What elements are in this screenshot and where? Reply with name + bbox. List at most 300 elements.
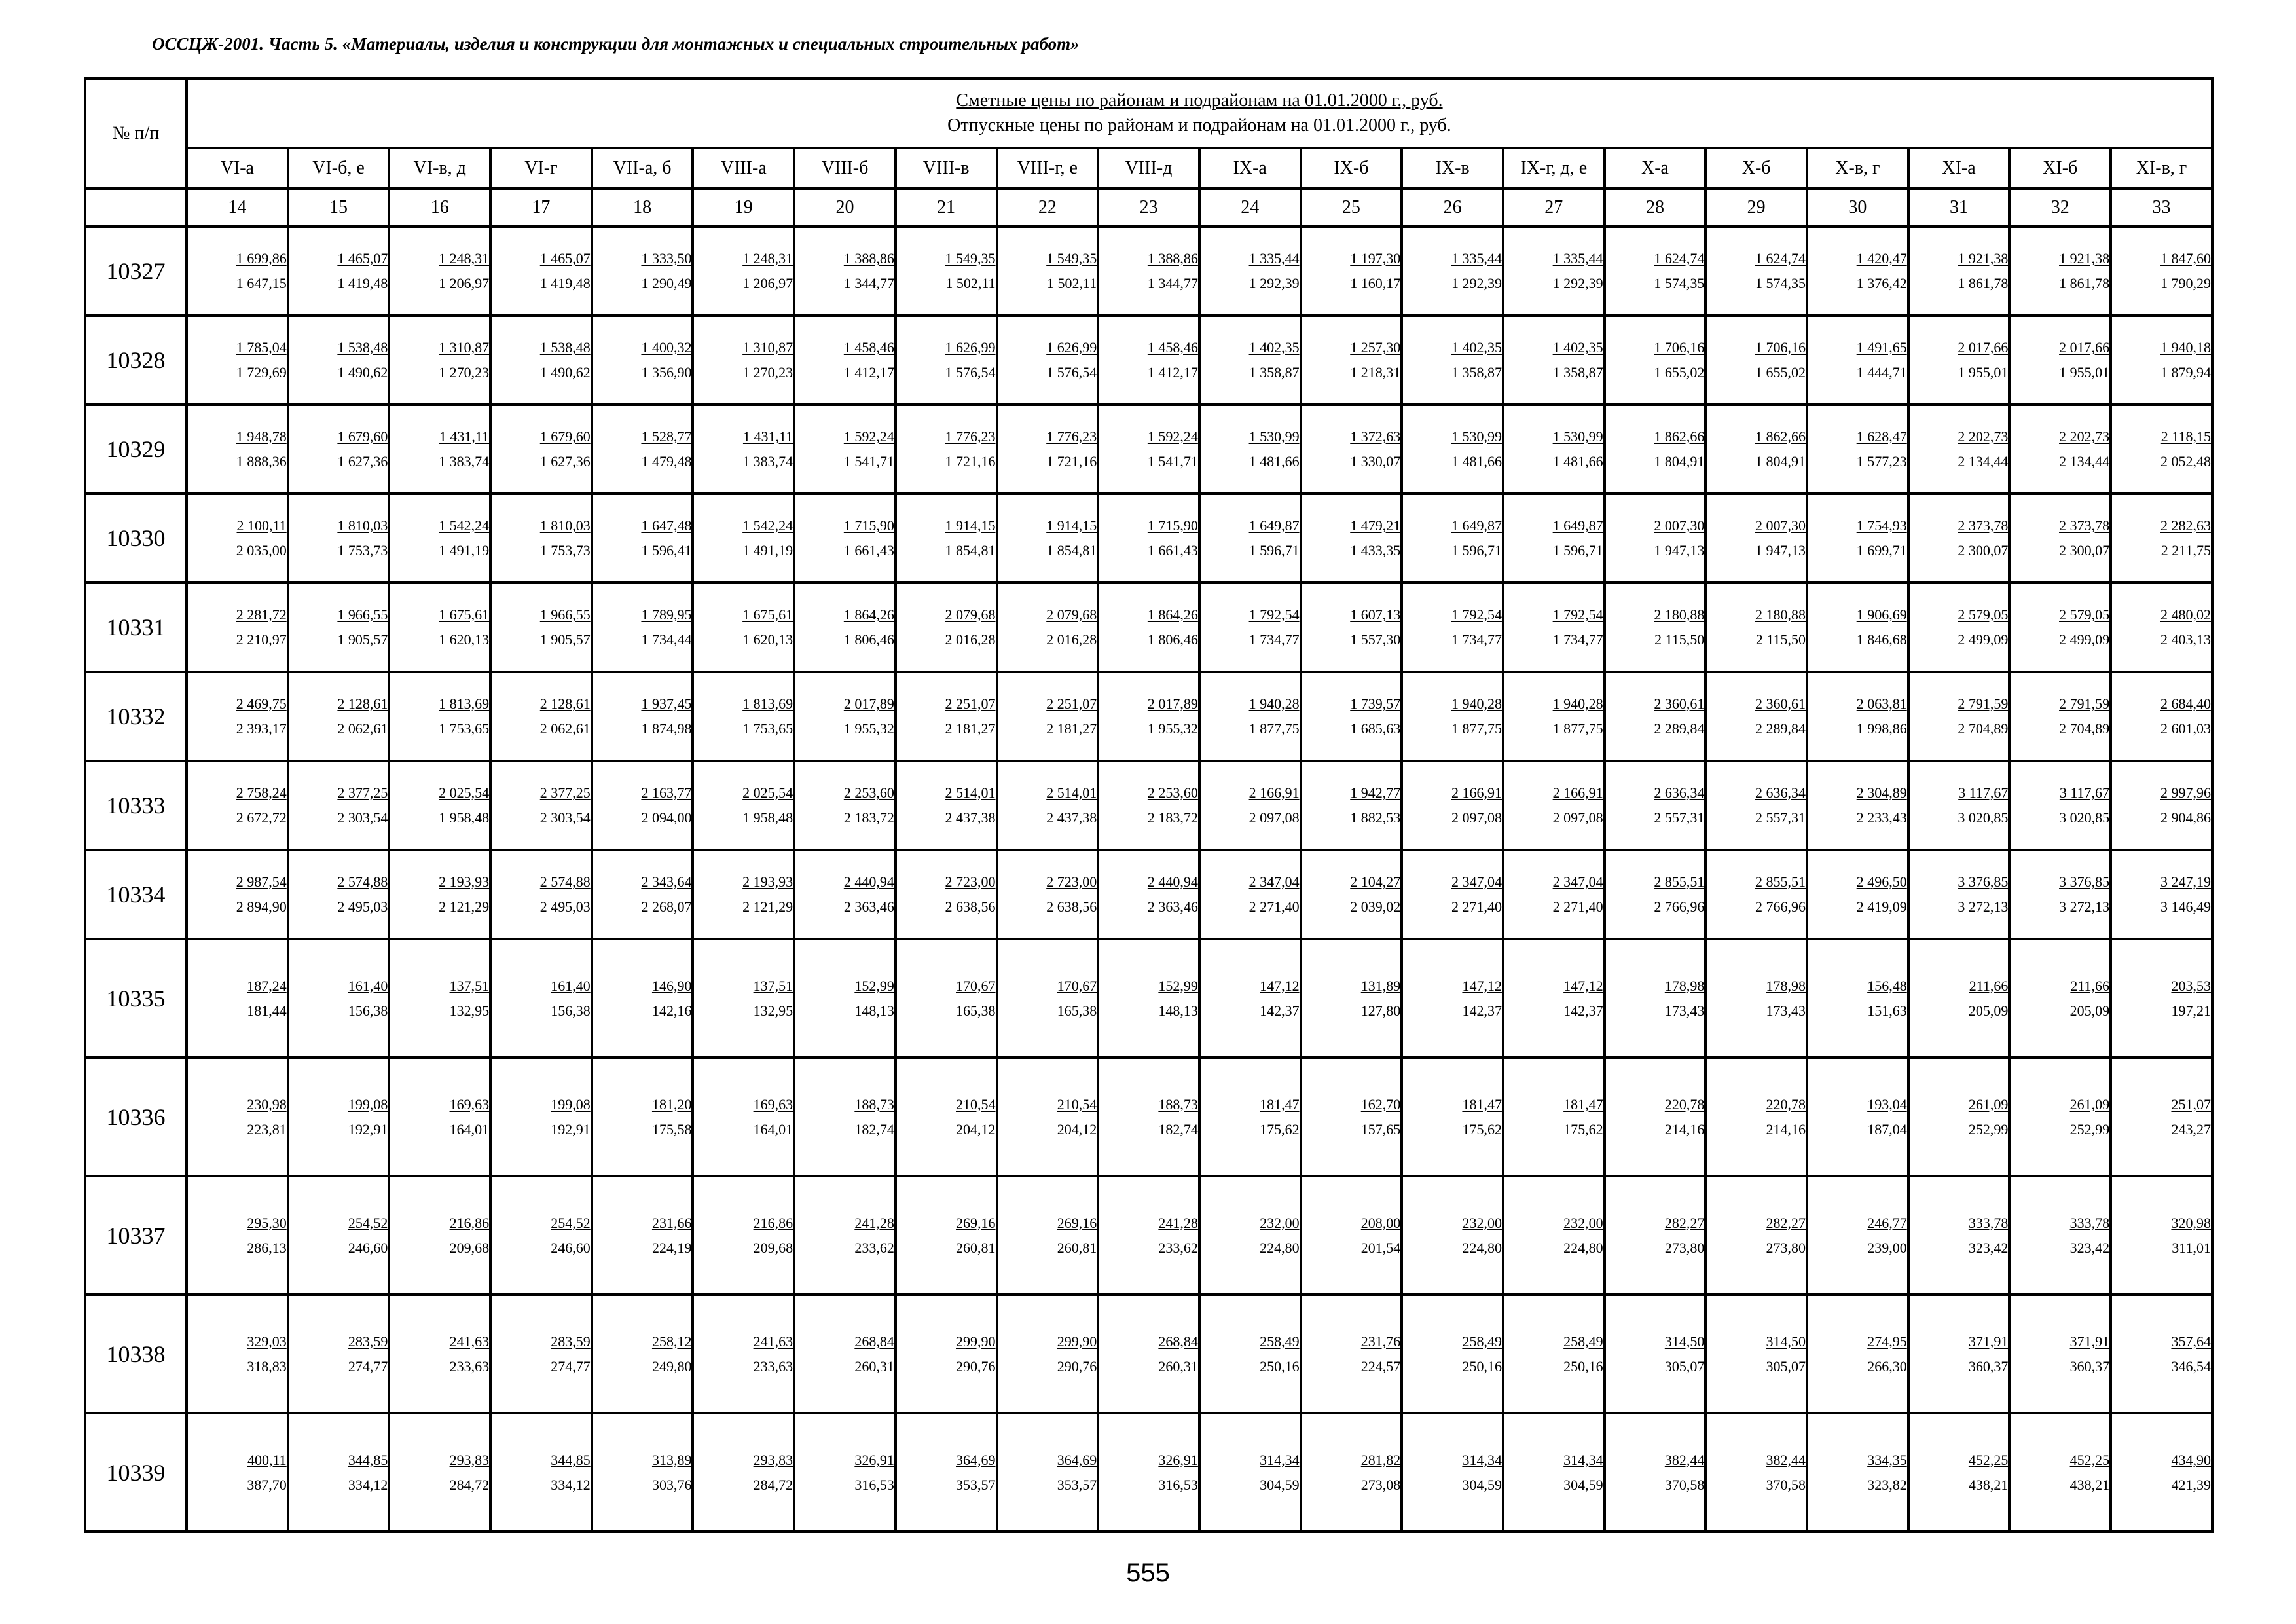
release-price: 3 272,13 — [1958, 898, 2009, 915]
release-price: 274,77 — [348, 1357, 388, 1375]
price-cell — [997, 227, 1099, 316]
release-price: 346,54 — [2171, 1357, 2211, 1375]
release-price: 360,37 — [2069, 1357, 2110, 1375]
price-cell — [1402, 939, 1503, 1058]
caption-estimated-prices: Сметные цены по районам и подрайонам на 01.01.2000 г., руб. — [956, 90, 1443, 111]
release-price: 2 094,00 — [641, 809, 692, 826]
estimated-price: 2 496,50 — [1856, 874, 1907, 890]
estimated-price: 2 017,89 — [1147, 695, 1198, 712]
release-price: 2 039,02 — [1350, 898, 1401, 915]
estimated-price: 1 940,18 — [2160, 339, 2211, 356]
price-cell — [490, 227, 592, 316]
price-cell — [1605, 672, 1706, 761]
estimated-price: 2 347,04 — [1451, 874, 1502, 890]
estimated-price: 1 372,63 — [1350, 428, 1401, 445]
release-price: 142,37 — [1563, 1002, 1603, 1019]
price-cell — [794, 1413, 896, 1532]
estimated-price: 299,90 — [956, 1333, 996, 1350]
price-cell — [592, 405, 693, 494]
release-price: 1 557,30 — [1350, 631, 1401, 648]
release-price: 249,80 — [651, 1357, 692, 1375]
price-cell — [1301, 1295, 1402, 1413]
table-row — [85, 850, 2212, 939]
release-price: 1 270,23 — [439, 364, 490, 380]
price-cell — [288, 405, 390, 494]
release-price: 175,62 — [1563, 1120, 1603, 1137]
estimated-price: 1 776,23 — [1046, 428, 1097, 445]
price-cell — [1605, 583, 1706, 672]
column-number: 26 — [1402, 189, 1503, 227]
release-price: 1 160,17 — [1350, 275, 1401, 291]
price-cell — [1098, 583, 1199, 672]
estimated-price: 2 202,73 — [1958, 428, 2009, 445]
release-price: 1 879,94 — [2160, 364, 2211, 380]
region-header: XI-б — [2009, 148, 2111, 189]
release-price: 260,31 — [1158, 1357, 1198, 1375]
release-price: 2 419,09 — [1856, 898, 1907, 915]
price-cell — [1199, 1295, 1301, 1413]
price-cell — [2009, 850, 2111, 939]
release-price: 224,80 — [1563, 1239, 1603, 1256]
estimated-price: 2 193,93 — [742, 874, 793, 890]
price-cell — [2111, 761, 2212, 850]
estimated-price: 1 792,54 — [1248, 606, 1300, 623]
table-body — [85, 227, 2212, 1532]
item-code: 10337 — [85, 1176, 187, 1295]
estimated-price: 334,35 — [1867, 1451, 1907, 1468]
price-cell — [1098, 227, 1199, 316]
price-cell — [997, 1413, 1099, 1532]
item-code: 10330 — [85, 494, 187, 583]
price-cell — [1807, 672, 1908, 761]
release-price: 304,59 — [1462, 1476, 1502, 1493]
estimated-price: 1 549,35 — [945, 250, 996, 267]
estimated-price: 282,27 — [1766, 1214, 1806, 1231]
price-cell — [1199, 1413, 1301, 1532]
price-cell — [1908, 227, 2010, 316]
release-price: 142,37 — [1260, 1002, 1300, 1019]
release-price: 2 393,17 — [236, 720, 287, 737]
estimated-price: 357,64 — [2171, 1333, 2211, 1350]
release-price: 304,59 — [1563, 1476, 1603, 1493]
release-price: 1 655,02 — [1654, 364, 1705, 380]
release-price: 1 877,75 — [1451, 720, 1502, 737]
release-price: 1 955,01 — [2059, 364, 2110, 380]
column-number: 17 — [490, 189, 592, 227]
price-cell — [693, 672, 794, 761]
release-price: 205,09 — [2069, 1002, 2110, 1019]
estimated-price: 281,82 — [1360, 1451, 1401, 1468]
estimated-price: 178,98 — [1664, 977, 1705, 994]
price-cell — [1098, 1176, 1199, 1295]
price-cell — [1503, 405, 1605, 494]
estimated-price: 1 776,23 — [945, 428, 996, 445]
release-price: 192,91 — [551, 1120, 591, 1137]
release-price: 173,43 — [1664, 1002, 1705, 1019]
release-price: 1 596,71 — [1248, 542, 1300, 559]
price-cell — [896, 672, 997, 761]
estimated-price: 146,90 — [651, 977, 692, 994]
region-header: XI-в, г — [2111, 148, 2212, 189]
estimated-price: 2 251,07 — [945, 695, 996, 712]
column-number: 25 — [1301, 189, 1402, 227]
price-cell — [1098, 316, 1199, 405]
release-price: 2 233,43 — [1856, 809, 1907, 826]
price-cell — [592, 316, 693, 405]
estimated-price: 268,84 — [854, 1333, 894, 1350]
release-price: 1 734,77 — [1552, 631, 1603, 648]
estimated-price: 181,47 — [1563, 1096, 1603, 1113]
price-cell — [794, 672, 896, 761]
release-price: 286,13 — [247, 1239, 287, 1256]
price-cell — [2009, 227, 2111, 316]
price-cell — [1705, 761, 1807, 850]
release-price: 151,63 — [1867, 1002, 1907, 1019]
price-cell — [2009, 405, 2111, 494]
price-cell — [896, 850, 997, 939]
estimated-price: 170,67 — [956, 977, 996, 994]
estimated-price: 2 440,94 — [1147, 874, 1198, 890]
release-price: 165,38 — [1057, 1002, 1097, 1019]
estimated-price: 344,85 — [348, 1451, 388, 1468]
price-cell — [592, 850, 693, 939]
estimated-price: 1 921,38 — [2059, 250, 2110, 267]
price-cell — [1605, 494, 1706, 583]
price-cell — [592, 1176, 693, 1295]
estimated-price: 2 025,54 — [439, 784, 490, 801]
price-cell — [2111, 1413, 2212, 1532]
estimated-price: 1 966,55 — [539, 606, 591, 623]
release-price: 2 183,72 — [1147, 809, 1198, 826]
estimated-price: 2 007,30 — [1654, 517, 1705, 534]
release-price: 2 097,08 — [1552, 809, 1603, 826]
estimated-price: 147,12 — [1260, 977, 1300, 994]
estimated-price: 261,09 — [1968, 1096, 2009, 1113]
estimated-price: 2 079,68 — [945, 606, 996, 623]
release-price: 1 753,65 — [439, 720, 490, 737]
estimated-price: 3 376,85 — [1958, 874, 2009, 890]
release-price: 1 490,62 — [539, 364, 591, 380]
price-cell — [1807, 939, 1908, 1058]
estimated-price: 314,34 — [1563, 1451, 1603, 1468]
price-cell — [2111, 316, 2212, 405]
price-cell — [1705, 1295, 1807, 1413]
estimated-price: 1 335,44 — [1552, 250, 1603, 267]
column-number: 20 — [794, 189, 896, 227]
price-cell — [1098, 1413, 1199, 1532]
release-price: 2 904,86 — [2160, 809, 2211, 826]
region-header: IX-б — [1301, 148, 1402, 189]
estimated-price: 2 253,60 — [1147, 784, 1198, 801]
release-price: 2 271,40 — [1248, 898, 1300, 915]
release-price: 2 097,08 — [1248, 809, 1300, 826]
table-row — [85, 583, 2212, 672]
estimated-price: 1 649,87 — [1451, 517, 1502, 534]
release-price: 1 846,68 — [1856, 631, 1907, 648]
release-price: 1 620,13 — [742, 631, 793, 648]
estimated-price: 156,48 — [1867, 977, 1907, 994]
estimated-price: 2 017,66 — [2059, 339, 2110, 356]
release-price: 204,12 — [956, 1120, 996, 1137]
release-price: 1 596,41 — [641, 542, 692, 559]
estimated-price: 333,78 — [2069, 1214, 2110, 1231]
price-cell — [693, 316, 794, 405]
release-price: 204,12 — [1057, 1120, 1097, 1137]
release-price: 182,74 — [1158, 1120, 1198, 1137]
price-cell — [2009, 494, 2111, 583]
table-row — [85, 405, 2212, 494]
price-cell — [997, 939, 1099, 1058]
release-price: 233,62 — [1158, 1239, 1198, 1256]
price-cell — [2009, 583, 2111, 672]
release-price: 273,08 — [1360, 1476, 1401, 1493]
column-number: 23 — [1098, 189, 1199, 227]
estimated-price: 169,63 — [449, 1096, 490, 1113]
estimated-price: 220,78 — [1766, 1096, 1806, 1113]
release-price: 165,38 — [956, 1002, 996, 1019]
release-price: 2 134,44 — [2059, 453, 2110, 470]
price-cell — [2009, 1058, 2111, 1176]
release-price: 233,63 — [753, 1357, 793, 1375]
page-number: 555 — [1126, 1559, 1170, 1587]
price-cell — [693, 850, 794, 939]
release-price: 1 620,13 — [439, 631, 490, 648]
price-cell — [1199, 405, 1301, 494]
release-price: 156,38 — [551, 1002, 591, 1019]
price-cell — [1301, 405, 1402, 494]
price-cell — [1098, 761, 1199, 850]
column-number: 28 — [1605, 189, 1706, 227]
price-cell — [389, 405, 490, 494]
release-price: 323,82 — [1867, 1476, 1907, 1493]
price-cell — [288, 1295, 390, 1413]
release-price: 1 753,73 — [539, 542, 591, 559]
estimated-price: 1 921,38 — [1958, 250, 2009, 267]
price-cell — [592, 494, 693, 583]
release-price: 1 292,39 — [1248, 275, 1300, 291]
price-cell — [1503, 227, 1605, 316]
release-price: 1 419,48 — [539, 275, 591, 291]
price-cell — [389, 850, 490, 939]
price-cell — [794, 494, 896, 583]
price-cell — [1605, 405, 1706, 494]
estimated-price: 161,40 — [348, 977, 388, 994]
price-cell — [1301, 761, 1402, 850]
estimated-price: 2 636,34 — [1654, 784, 1705, 801]
estimated-price: 452,25 — [2069, 1451, 2110, 1468]
price-cell — [997, 1176, 1099, 1295]
release-price: 2 672,72 — [236, 809, 287, 826]
price-cell — [693, 1295, 794, 1413]
release-price: 197,21 — [2171, 1002, 2211, 1019]
price-cell — [1199, 1176, 1301, 1295]
release-price: 2 403,13 — [2160, 631, 2211, 648]
release-price: 1 958,48 — [439, 809, 490, 826]
estimated-price: 2 304,89 — [1856, 784, 1907, 801]
price-cell — [1807, 316, 1908, 405]
item-code: 10339 — [85, 1413, 187, 1532]
estimated-price: 3 376,85 — [2059, 874, 2110, 890]
price-cell — [1098, 1295, 1199, 1413]
estimated-price: 187,24 — [247, 977, 287, 994]
estimated-price: 1 542,24 — [742, 517, 793, 534]
price-cell — [896, 761, 997, 850]
release-price: 260,31 — [854, 1357, 894, 1375]
price-cell — [1605, 850, 1706, 939]
release-price: 1 947,13 — [1654, 542, 1705, 559]
release-price: 2 289,84 — [1755, 720, 1806, 737]
estimated-price: 216,86 — [449, 1214, 490, 1231]
price-cell — [1301, 939, 1402, 1058]
price-cell — [794, 405, 896, 494]
estimated-price: 152,99 — [854, 977, 894, 994]
release-price: 1 574,35 — [1654, 275, 1705, 291]
estimated-price: 210,54 — [1057, 1096, 1097, 1113]
estimated-price: 326,91 — [854, 1451, 894, 1468]
price-cell — [1402, 672, 1503, 761]
price-cell — [1402, 1295, 1503, 1413]
release-price: 192,91 — [348, 1120, 388, 1137]
price-cell — [693, 1176, 794, 1295]
price-cell — [1605, 761, 1706, 850]
price-cell — [1199, 583, 1301, 672]
price-cell — [288, 1176, 390, 1295]
estimated-price: 254,52 — [348, 1214, 388, 1231]
price-cell — [794, 1058, 896, 1176]
estimated-price: 1 420,47 — [1856, 250, 1907, 267]
estimated-price: 2 104,27 — [1350, 874, 1401, 890]
caption-row — [85, 79, 2212, 148]
column-number: 33 — [2111, 189, 2212, 227]
estimated-price: 364,69 — [1057, 1451, 1097, 1468]
price-cell — [1503, 1295, 1605, 1413]
estimated-price: 131,89 — [1360, 977, 1401, 994]
estimated-price: 251,07 — [2171, 1096, 2211, 1113]
estimated-price: 2 377,25 — [337, 784, 388, 801]
table-row — [85, 1413, 2212, 1532]
price-cell — [1301, 1176, 1402, 1295]
price-cell — [896, 939, 997, 1058]
estimated-price: 152,99 — [1158, 977, 1198, 994]
release-price: 1 861,78 — [2059, 275, 2110, 291]
price-cell — [1605, 1058, 1706, 1176]
release-price: 181,44 — [247, 1002, 287, 1019]
estimated-price: 2 343,64 — [641, 874, 692, 890]
estimated-price: 258,12 — [651, 1333, 692, 1350]
release-price: 1 541,71 — [843, 453, 894, 470]
release-price: 387,70 — [247, 1476, 287, 1493]
region-header: X-в, г — [1807, 148, 1908, 189]
estimated-price: 329,03 — [247, 1333, 287, 1350]
price-cell — [1807, 1295, 1908, 1413]
estimated-price: 452,25 — [1968, 1451, 2009, 1468]
release-price: 142,16 — [651, 1002, 692, 1019]
item-code: 10331 — [85, 583, 187, 672]
release-price: 1 734,44 — [641, 631, 692, 648]
caption-release-prices: Отпускные цены по районам и подрайонам на 01.01.2000 г., руб. — [947, 115, 1451, 136]
release-price: 2 181,27 — [945, 720, 996, 737]
price-cell — [592, 1295, 693, 1413]
price-cell — [794, 939, 896, 1058]
release-price: 273,80 — [1664, 1239, 1705, 1256]
item-code: 10334 — [85, 850, 187, 939]
estimated-price: 2 855,51 — [1755, 874, 1806, 890]
release-price: 2 210,97 — [236, 631, 287, 648]
release-price: 1 292,39 — [1552, 275, 1603, 291]
estimated-price: 1 862,66 — [1755, 428, 1806, 445]
price-cell — [490, 405, 592, 494]
estimated-price: 241,63 — [753, 1333, 793, 1350]
price-cell — [997, 672, 1099, 761]
estimated-price: 1 706,16 — [1755, 339, 1806, 356]
price-cell — [997, 494, 1099, 583]
price-cell — [2009, 316, 2111, 405]
release-price: 1 627,36 — [539, 453, 591, 470]
price-cell — [1402, 1058, 1503, 1176]
estimated-price: 193,04 — [1867, 1096, 1907, 1113]
release-price: 1 729,69 — [236, 364, 287, 380]
price-cell — [1908, 494, 2010, 583]
estimated-price: 1 914,15 — [1046, 517, 1097, 534]
price-cell — [1503, 672, 1605, 761]
release-price: 438,21 — [2069, 1476, 2110, 1493]
release-price: 1 661,43 — [843, 542, 894, 559]
price-cell — [1098, 672, 1199, 761]
estimated-price: 231,76 — [1360, 1333, 1401, 1350]
release-price: 438,21 — [1968, 1476, 2009, 1493]
release-price: 1 481,66 — [1248, 453, 1300, 470]
estimated-price: 2 100,11 — [236, 517, 287, 534]
estimated-price: 371,91 — [1968, 1333, 2009, 1350]
estimated-price: 258,49 — [1462, 1333, 1502, 1350]
price-cell — [1605, 939, 1706, 1058]
release-price: 1 955,32 — [843, 720, 894, 737]
release-price: 303,76 — [651, 1476, 692, 1493]
region-header: VI-г — [490, 148, 592, 189]
price-cell — [1301, 672, 1402, 761]
release-price: 1 854,81 — [945, 542, 996, 559]
release-price: 239,00 — [1867, 1239, 1907, 1256]
price-cell — [896, 405, 997, 494]
estimated-price: 2 118,15 — [2160, 428, 2211, 445]
estimated-price: 1 335,44 — [1248, 250, 1300, 267]
release-price: 1 721,16 — [945, 453, 996, 470]
release-price: 1 753,73 — [337, 542, 388, 559]
estimated-price: 1 542,24 — [439, 517, 490, 534]
estimated-price: 1 649,87 — [1552, 517, 1603, 534]
price-cell — [997, 761, 1099, 850]
estimated-price: 147,12 — [1563, 977, 1603, 994]
estimated-price: 2 373,78 — [2059, 517, 2110, 534]
release-price: 224,80 — [1462, 1239, 1502, 1256]
estimated-price: 1 431,11 — [439, 428, 490, 445]
estimated-price: 314,34 — [1260, 1451, 1300, 1468]
price-cell — [490, 939, 592, 1058]
release-price: 175,58 — [651, 1120, 692, 1137]
price-cell — [187, 583, 288, 672]
release-price: 1 596,71 — [1451, 542, 1502, 559]
release-price: 224,19 — [651, 1239, 692, 1256]
estimated-price: 188,73 — [854, 1096, 894, 1113]
estimated-price: 382,44 — [1766, 1451, 1806, 1468]
release-price: 1 627,36 — [337, 453, 388, 470]
release-price: 2 211,75 — [2160, 542, 2211, 559]
table-row — [85, 939, 2212, 1058]
estimated-price: 1 335,44 — [1451, 250, 1502, 267]
release-price: 182,74 — [854, 1120, 894, 1137]
price-cell — [187, 1058, 288, 1176]
price-cell — [288, 227, 390, 316]
